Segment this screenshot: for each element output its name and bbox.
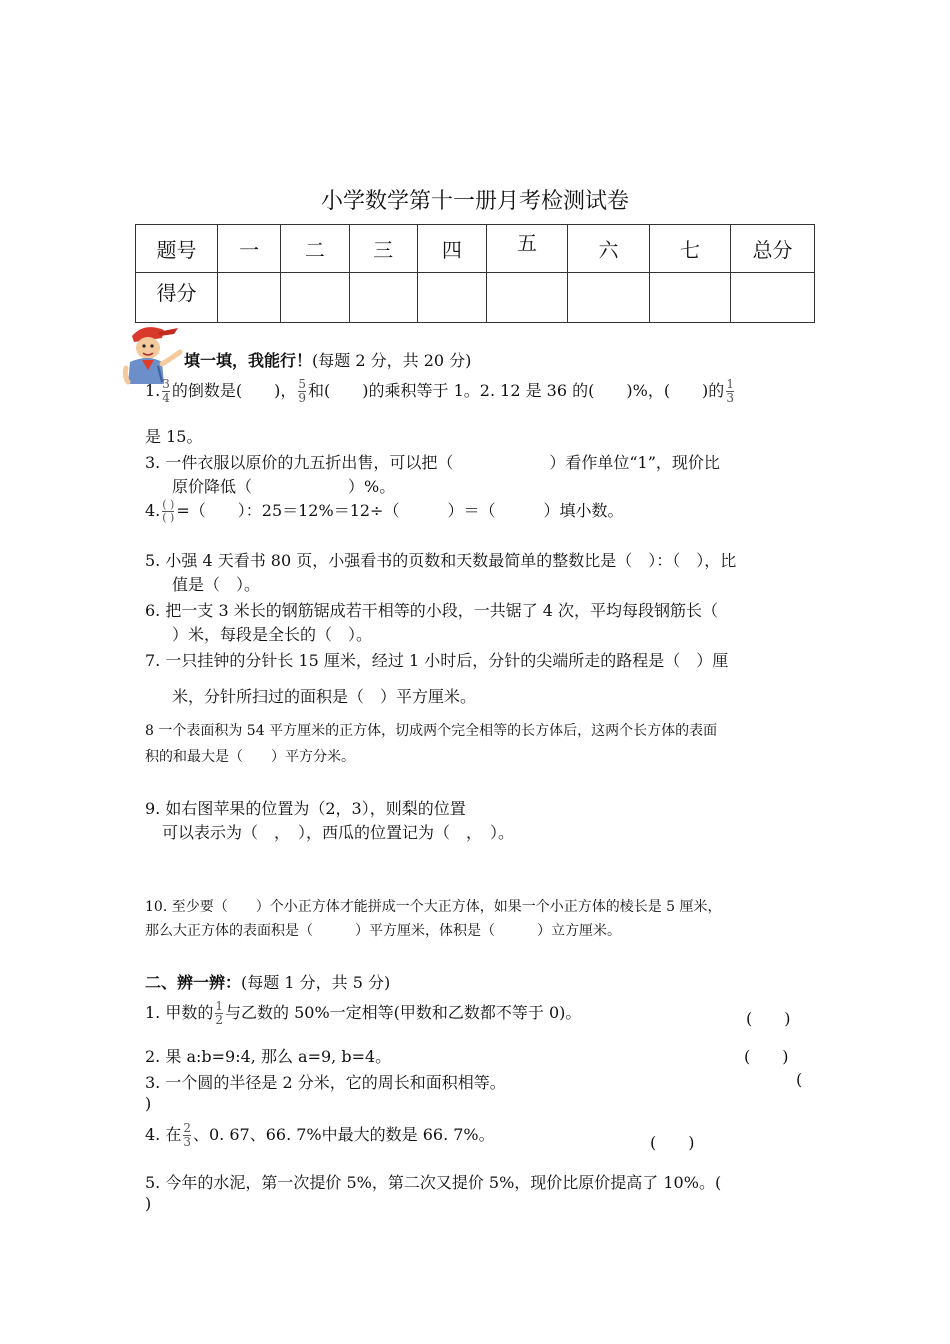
section1-heading-note: (每题 2 分，共 20 分) — [312, 351, 472, 370]
section1-heading — [184, 348, 471, 371]
fraction-1-2 — [215, 1000, 223, 1026]
question-1-8-line1: 8 一个表面积为 54 平方厘米的正方体，切成两个完全相等的长方体后，这两个长方体的表面 — [145, 723, 718, 739]
question-2-2: 2. 果 a:b=9:4, 那么 a=9, b=4。 — [145, 1047, 392, 1066]
question-1-10-line2: 那么大正方体的表面积是（ ）平方厘米，体积是（ ）立方厘米。 — [145, 923, 621, 939]
cartoon-boy-mascot-image — [122, 322, 184, 386]
q4-text: =（ ）：25＝12%＝12÷（ ）＝（ ）填小数。 — [176, 501, 624, 520]
header-cell: 四 — [417, 225, 486, 273]
question-1-1-cont: 是 15。 — [145, 427, 203, 446]
question-1-5-line2: 值是（ ）。 — [172, 575, 261, 594]
q1-text-a: 的倒数是( )， — [171, 381, 297, 400]
q4-number: 4. — [145, 501, 161, 520]
answer-paren-2-1[interactable]: ( ) — [746, 1009, 791, 1028]
answer-paren-2-3-close[interactable]: ) — [145, 1094, 152, 1113]
score-row-label: 得分 — [136, 273, 218, 323]
section2-heading-label: 二、辨一辨： — [145, 973, 242, 992]
section2-heading — [145, 970, 390, 993]
fraction-numerator: 1 — [726, 377, 734, 392]
q2-4-text-b: 、0. 67、66. 7%中最大的数是 66. 7%。 — [193, 1125, 495, 1144]
question-2-4 — [145, 1122, 495, 1149]
question-1-8-line2: 积的和最大是（ ）平方分米。 — [145, 749, 355, 765]
answer-paren-2-5-close[interactable]: ) — [145, 1194, 152, 1213]
header-cell: 题号 — [136, 225, 218, 273]
fraction-blank — [162, 499, 174, 523]
question-1-4 — [145, 498, 623, 524]
question-1-10-line1: 10. 至少要（ ）个小正方体才能拼成一个大正方体，如果一个小正方体的棱长是 5 厘米， — [145, 899, 722, 915]
fraction-5-9 — [298, 378, 306, 404]
question-1-5-line1: 5. 小强 4 天看书 80 页，小强看书的页数和天数最简单的整数比是（ ）：（ ），比 — [145, 551, 737, 570]
question-1-3-line2: 原价降低（ ）%。 — [172, 477, 396, 496]
section2-heading-note: (每题 1 分，共 5 分) — [241, 973, 391, 992]
question-1-1 — [145, 378, 736, 405]
score-cell[interactable] — [281, 273, 349, 323]
q2-4-text-a: 4. 在 — [145, 1125, 182, 1144]
score-cell[interactable] — [218, 273, 281, 323]
fraction-denominator: 3 — [183, 1135, 191, 1149]
fraction-numerator: 2 — [183, 1121, 191, 1136]
page-title: 小学数学第十一册月考检测试卷 — [320, 189, 629, 214]
question-2-5: 5. 今年的水泥，第一次提价 5%，第二次又提价 5%，现价比原价提高了 10%。( — [145, 1173, 722, 1192]
header-cell: 七 — [649, 225, 730, 273]
fraction-numerator: 3 — [162, 377, 170, 392]
question-1-7-line1: 7. 一只挂钟的分针长 15 厘米，经过 1 小时后，分针的尖端所走的路程是（ ）厘 — [145, 651, 729, 670]
question-2-3: 3. 一个圆的半径是 2 分米，它的周长和面积相等。 — [145, 1073, 506, 1092]
section1-heading-label: 填一填，我能行！ — [184, 351, 313, 370]
score-cell[interactable] — [567, 273, 649, 323]
header-cell: 一 — [218, 225, 281, 273]
fraction-1-3 — [726, 378, 734, 404]
question-1-6-line2: ）米，每段是全长的（ ）。 — [172, 625, 373, 644]
score-cell[interactable] — [349, 273, 417, 323]
score-cell[interactable] — [486, 273, 567, 323]
header-cell: 五 — [486, 225, 567, 273]
answer-paren-2-2[interactable]: ( ) — [744, 1047, 789, 1066]
q2-1-text-a: 1. 甲数的 — [145, 1003, 214, 1022]
score-cell[interactable] — [730, 273, 814, 323]
q1-number: 1. — [145, 381, 161, 400]
score-table — [135, 224, 815, 323]
fraction-denominator: 3 — [726, 391, 734, 405]
score-cell[interactable] — [417, 273, 486, 323]
fraction-3-4 — [162, 378, 170, 404]
fraction-denominator: 9 — [298, 391, 307, 405]
answer-paren-2-3-open[interactable]: ( — [796, 1070, 803, 1089]
q2-1-text-b: 与乙数的 50%一定相等(甲数和乙数都不等于 0)。 — [225, 1003, 582, 1022]
header-cell: 三 — [349, 225, 417, 273]
question-1-7-line2: 米，分针所扫过的面积是（ ）平方厘米。 — [172, 687, 477, 706]
fraction-denominator: 4 — [162, 391, 170, 405]
score-cell[interactable] — [649, 273, 730, 323]
header-cell: 六 — [567, 225, 649, 273]
fraction-numerator: 1 — [215, 999, 223, 1014]
question-1-6-line1: 6. 把一支 3 米长的钢筋锯成若干相等的小段，一共锯了 4 次，平均每段钢筋长（ — [145, 601, 719, 620]
answer-paren-2-4[interactable]: ( ) — [650, 1133, 695, 1152]
fraction-numerator: ( ) — [162, 498, 175, 512]
score-table-header-row — [136, 225, 815, 273]
question-1-9-line2: 可以表示为（ ， ），西瓜的位置记为（ ， ）。 — [162, 823, 515, 842]
question-1-9-line1: 9. 如右图苹果的位置为（2，3），则梨的位置 — [145, 799, 466, 818]
fraction-2-3 — [183, 1122, 191, 1148]
header-cell: 总分 — [730, 225, 814, 273]
fraction-denominator: 2 — [215, 1013, 223, 1027]
question-2-1 — [145, 1000, 581, 1027]
header-cell: 二 — [281, 225, 349, 273]
question-1-3-line1: 3. 一件衣服以原价的九五折出售，可以把（ ）看作单位“1”，现价比 — [145, 453, 720, 472]
q1-text-b: 和( )的乘积等于 1。2. 12 是 36 的( )%，( )的 — [308, 381, 725, 400]
score-table-score-row — [136, 273, 815, 323]
fraction-denominator: ( ) — [162, 511, 175, 524]
fraction-numerator: 5 — [298, 377, 307, 392]
